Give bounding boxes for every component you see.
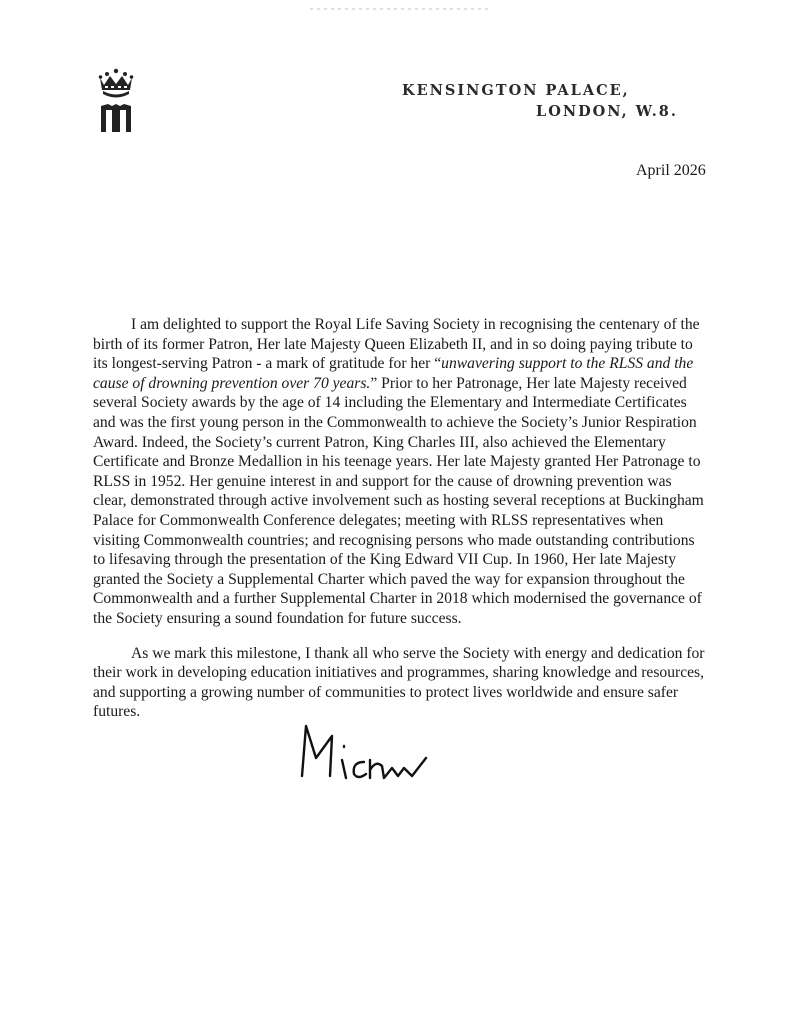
royal-crest-icon: [98, 68, 134, 134]
address-line-2: LONDON, W.8.: [536, 103, 678, 120]
address-line-1: KENSINGTON PALACE,: [402, 82, 630, 99]
letterhead-address: [402, 82, 692, 120]
letter-date: April 2026: [636, 162, 706, 179]
handwritten-signature: [296, 716, 446, 786]
paragraph-1-text: I am delighted to support the Royal Life Saving Society in recognising the centenary of the birth of its former Patron, Her late Majesty Queen Elizabeth II, and in so doing paying tribute to its longest-serving Patron - a mark of gratitude for her “: [93, 316, 700, 373]
letter-body: [93, 315, 705, 737]
scan-artifact: [310, 4, 490, 14]
paragraph-1: [93, 315, 705, 629]
paragraph-2: As we mark this milestone, I thank all who serve the Society with energy and dedication for their work in developing education initiatives and programmes, sharing knowledge and resources, and supporting a growing number of communities to protect lives worldwide and ensure safer futures.: [93, 644, 705, 721]
quoted-text: unwavering support to the RLSS and the cause of drowning prevention over 70 years.: [93, 355, 694, 392]
paragraph-1-continuation: ” Prior to her Patronage, Her late Majesty received several Society awards by the age of 14 including the Elementary and Intermediate Certificates and was the first young person in the Commonwealth to achieve the Society’s Junior Respiration Award. Indeed, the Society’s current Patron, King Charles III, also achieved the Elementary Certificate and Bronze Medallion in his teenage years. Her late Majesty granted Her Patronage to RLSS in 1952. Her genuine interest in and support for the cause of drowning prevention was clear, demonstrated through active involvement such as hosting several receptions at Buckingham Palace for Commonwealth Conference delegates; meeting with RLSS representatives when visiting Commonwealth countries; and recognising persons who made outstanding contributions to lifesaving through the presentation of the King Edward VII Cup. In 1960, Her late Majesty granted the Society a Supplemental Charter which paved the way for expansion throughout the Commonwealth and a further Supplemental Charter in 2018 which modernised the governance of the Society ensuring a sound foundation for future success.: [93, 374, 704, 627]
